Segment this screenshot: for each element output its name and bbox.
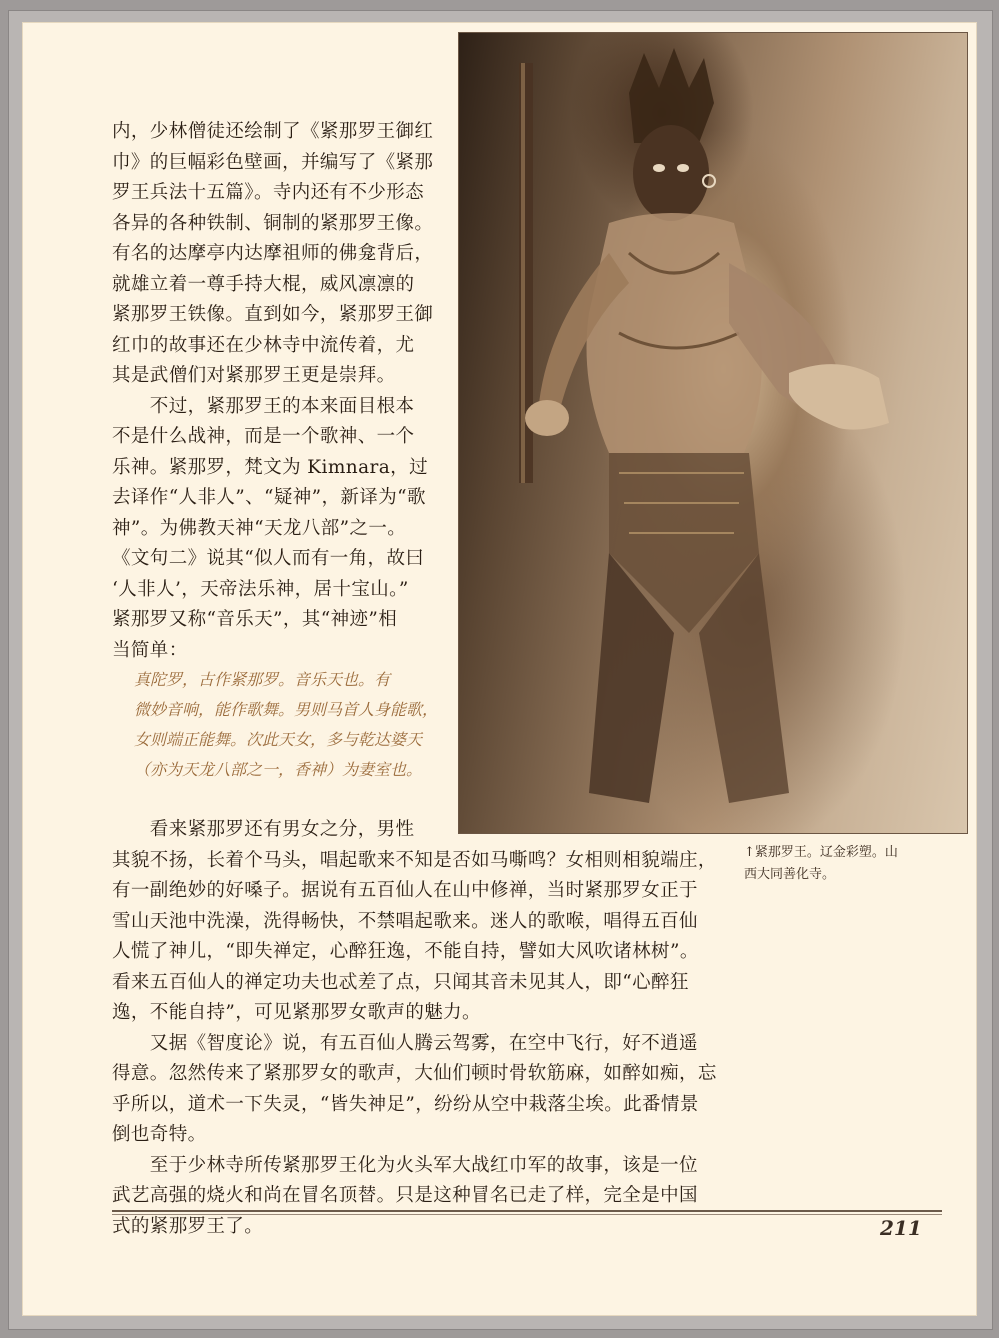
text-line: 紧那罗又称“音乐天”，其“神迹”相	[112, 609, 398, 630]
text-line: 逸，不能自持”，可见紧那罗女歌声的魅力。	[112, 1002, 481, 1023]
text-line: 罗王兵法十五篇》。寺内还有不少形态	[112, 182, 425, 203]
text-line: 倒也奇特。	[112, 1124, 207, 1145]
text-line: 又据《智度论》说，有五百仙人腾云驾雾，在空中飞行，好不逍遥	[112, 1032, 698, 1054]
quote-line: 真陀罗，古作紧那罗。音乐天也。有	[134, 670, 391, 689]
text-line: 得意。忽然传来了紧那罗女的歌声，大仙们顿时骨软筋麻，如醉如痴，忘	[112, 1063, 717, 1084]
text-line: 巾》的巨幅彩色壁画，并编写了《紧那	[112, 151, 434, 173]
text-line: 至于少林寺所传紧那罗王化为火头军大战红巾军的故事，该是一位	[112, 1154, 698, 1176]
text-line: 其貌不扬，长着个马头，唱起歌来不知是否如马嘶鸣？女相则相貌端庄，	[112, 849, 717, 871]
caption-line: 西大同善化寺。	[744, 867, 836, 882]
statue-photo	[458, 32, 968, 834]
text-line: 内，少林僧徒还绘制了《紧那罗王御红	[112, 121, 434, 142]
text-line: 当简单：	[112, 639, 188, 661]
photo-caption	[744, 842, 954, 886]
page-number: 211	[880, 1216, 922, 1240]
text-line: ‘人非人’，天帝法乐神，居十宝山。”	[112, 578, 409, 600]
footer-rule	[112, 1210, 942, 1212]
quote-line: （亦为天龙八部之一，香神）为妻室也。	[134, 760, 423, 779]
text-line: 去译作“人非人”、“疑神”，新译为“歌	[112, 487, 426, 508]
text-line: 有名的达摩亭内达摩祖师的佛龛背后，	[112, 243, 434, 264]
text-line: 武艺高强的烧火和尚在冒名顶替。只是这种冒名已走了样，完全是中国	[112, 1185, 698, 1206]
text-line: 乎所以，道术一下失灵，“皆失神足”，纷纷从空中栽落尘埃。此番情景	[112, 1093, 699, 1115]
text-line: 不是什么战神，而是一个歌神、一个	[112, 426, 415, 447]
footer-rule-thin	[112, 1214, 942, 1215]
text-line: 神”。为佛教天神“天龙八部”之一。	[112, 517, 407, 539]
text-line: 《文句二》说其“似人而有一角，故曰	[112, 548, 425, 569]
book-page	[22, 22, 977, 1316]
text-line: 看来紧那罗还有男女之分，男性	[112, 819, 415, 840]
main-text-bottom	[112, 815, 717, 1242]
text-line: 乐神。紧那罗，梵文为 Kimnara，过	[112, 456, 428, 478]
text-line: 人慌了神儿，“即失禅定，心醉狂逸，不能自持，譬如大风吹诸林树”。	[112, 941, 699, 962]
text-line: 紧那罗王铁像。直到如今，紧那罗王御	[112, 304, 434, 325]
caption-line: ↑紧那罗王。辽金彩塑。山	[744, 845, 898, 860]
text-line: 红巾的故事还在少林寺中流传着，尤	[112, 334, 415, 356]
quote-line: 微妙音响，能作歌舞。男则马首人身能歌，	[134, 700, 439, 719]
quote-line: 女则端正能舞。次此天女，多与乾达婆天	[134, 730, 423, 749]
statue-illustration	[459, 33, 967, 833]
text-line: 不过，紧那罗王的本来面目根本	[112, 395, 415, 417]
text-line: 有一副绝妙的好嗓子。据说有五百仙人在山中修禅，当时紧那罗女正于	[112, 880, 698, 901]
text-line: 雪山天池中洗澡，洗得畅快，不禁唱起歌来。迷人的歌喉，唱得五百仙	[112, 910, 698, 932]
block-quote	[134, 665, 454, 785]
text-line: 看来五百仙人的禅定功夫也忒差了点，只闻其音未见其人，即“心醉狂	[112, 971, 689, 993]
text-line: 就雄立着一尊手持大棍，威风凛凛的	[112, 273, 415, 295]
text-line: 其是武僧们对紧那罗王更是崇拜。	[112, 365, 396, 386]
main-text-top	[112, 117, 433, 666]
text-line: 各异的各种铁制、铜制的紧那罗王像。	[112, 212, 434, 234]
text-line: 式的紧那罗王了。	[112, 1215, 264, 1237]
